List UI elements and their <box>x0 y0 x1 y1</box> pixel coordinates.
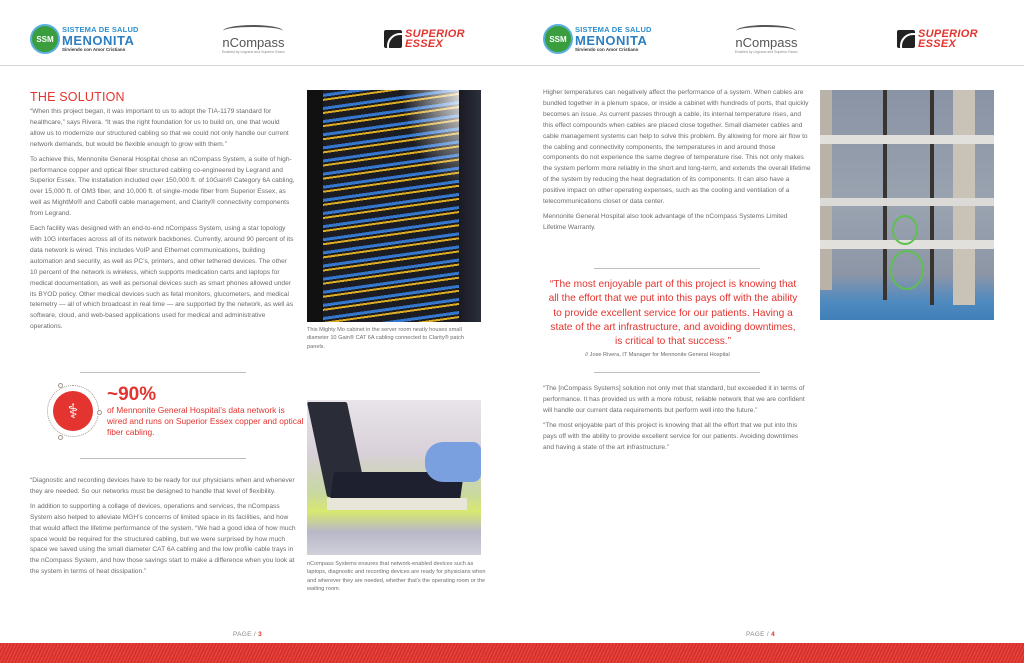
ssm-logo-line1: SISTEMA DE SALUD <box>62 25 139 34</box>
laptop-photo-caption: nCompass Systems ensures that network-enabled devices such as laptops, diagnostic and recording devices are ready for physicians when and wherever they are needed, whether that’s the operating room or the waiting room. <box>307 561 486 592</box>
ssm-logo-line2: MENONITA <box>62 32 135 48</box>
ssm-logo-tagline: Sirviendo con Amor Cristiano <box>575 46 639 52</box>
stat-ring-dot <box>97 410 102 415</box>
ncompass-logo-tagline: Enabled by Legrand and Superior Essex <box>735 50 798 54</box>
ssm-logo-tagline: Sirviendo con Amor Cristiano <box>62 46 126 52</box>
paragraph: Mennonite General Hospital also took advantage of the nCompass Systems Limited Lifetime Warranty. <box>543 212 788 231</box>
ncompass-logo-text: nCompass <box>735 35 798 50</box>
stat-value: ~90% <box>107 384 157 405</box>
paragraph: “When this project began, it was important to us to adopt the TIA-1179 standard for healthcare,” says Rivera. “It was the right foundation for us to build on, one that would allow us to modernize our structured cabling so that we could not only handle our current network demands, but would be flexible enough to grow with them.” <box>30 108 289 148</box>
ncompass-logo-text: nCompass <box>222 35 285 50</box>
divider <box>80 458 246 459</box>
page-label: PAGE / <box>233 631 256 638</box>
ncompass-logo-tagline: Enabled by Legrand and Superior Essex <box>222 50 285 54</box>
superior-essex-logo-page4 <box>897 29 978 50</box>
laptop-photo <box>307 400 481 555</box>
superior-essex-logo <box>384 29 465 50</box>
stat-ring-dot <box>58 435 63 440</box>
quote-attribution: // Jose Rivera, IT Manager for Mennonite General Hospital <box>585 352 730 358</box>
ncompass-logo <box>222 25 285 54</box>
stat-description: of Mennonite General Hospital’s data network is wired and runs on Superior Essex copper and optical fiber cabling. <box>107 405 304 437</box>
divider <box>594 268 760 269</box>
ssm-logo-mark: SSM <box>30 24 60 54</box>
page-header <box>0 0 1024 66</box>
ncompass-logo-page4 <box>735 25 798 54</box>
superior-essex-line1: SUPERIOR <box>405 28 465 40</box>
wall-cabling-photo <box>820 90 994 320</box>
divider <box>80 372 246 373</box>
paragraph: Each facility was designed with an end-to-end nCompass System, using a star topology with 10G interfaces across all of its network backbones. Currently, around 90 percent of its data network is wired. This includes VoIP and Ethernet communications, building automation and security, as well as PC’s, printers, and other tethered devices. The other 10 percent of the network is wireless, which supports medication carts and laptops for medical documentation, as well as personal devices such as smart phones allowed under its BYOD policy. Other medical devices such as fetal monitors, glucometers, and medical telemetry — all of which broadcast in real time — are supported by the network, as well as software, cloud, and web-based applications used for medical and administrative operations. <box>30 225 294 331</box>
ssm-logo-page4 <box>543 24 652 54</box>
server-cabinet-photo <box>307 90 481 322</box>
caduceus-icon: ⚕ <box>53 391 93 431</box>
ssm-logo-line1: SISTEMA DE SALUD <box>575 25 652 34</box>
page3-intro-text <box>30 107 296 337</box>
ssm-logo-line2: MENONITA <box>575 32 648 48</box>
ssm-logo <box>30 24 139 54</box>
page4-bottom-text <box>543 384 811 457</box>
paragraph: Higher temperatures can negatively affect the performance of a system. When cables are bundled together in a plenum space, or inside a cabinet with hundreds of ports, that quickly becomes an issue. As current passes through a cable, its internal temperature rises, and this effect compounds when cables are placed close together. Small diameter cables and cable management systems can help to solve this problem. By allowing for more air flow to the cabling and connectivity components, the temperatures in and around those components do not experience the same degree of temperature rise. This not only makes the system perform more reliably in the short and long-term, and extends the overall lifetime of the system by reducing the heat degradation of its components. It can also have a positive impact on other operating expenses, such as the cooling and ventilation of a telecommunications closet or data center. <box>543 89 811 206</box>
ssm-logo-mark: SSM <box>543 24 573 54</box>
page4-intro-text <box>543 88 811 238</box>
divider <box>594 372 760 373</box>
page-number: 4 <box>771 631 776 638</box>
paragraph: “Diagnostic and recording devices have to be ready for our physicians when and whenever they are needed. So our networks must be designed to handle that level of flexibility. <box>30 477 295 495</box>
paragraph: “The [nCompass Systems] solution not only met that standard, but exceeded it in terms of performance. It has provided us with a more robust, reliable network that we are confident will handle our current data requirements but perform well into the future.” <box>543 385 805 414</box>
superior-essex-line2: ESSEX <box>918 38 957 51</box>
superior-essex-mark-icon <box>384 30 402 48</box>
paragraph: To achieve this, Mennonite General Hospital chose an nCompass System, a suite of high-performance copper and optical fiber structured cabling co-engineered by Legrand and Superior Essex. The installation included over 150,000 ft. of 10Gain® Category 6A cabling, over 15,000 ft. of OM3 fiber, and 10,000 ft. of single-mode fiber from Superior Essex, as well as MightMo® and Cabofil cable management, and Clarity® connectivity components from Legrand. <box>30 155 295 218</box>
page-number-4 <box>746 631 775 638</box>
page-number-3 <box>233 631 262 638</box>
paragraph: In addition to supporting a collage of devices, operations and services, the nCompass System also helped to alleviate MGH’s concerns of limited space in its facilities, and how that would affect the lifetime performance of the system. “We had a good idea of how much space would be required for the structured cabling, but we were surprised by how much space we saved using the small diameter CAT 6A cabling and the low profile cable trays in the nCompass System, and how those savings start to make a difference when you look at the system in terms of heat dissipation.” <box>30 502 296 576</box>
stat-ring-dot <box>58 383 63 388</box>
section-title: THE SOLUTION <box>30 90 125 104</box>
server-photo-caption: This Mighty Mo cabinet in the server room neatly houses small diameter 10 Gain® CAT 6A cabling connected to Clarity® patch panels. <box>307 327 464 350</box>
page3-bottom-text <box>30 476 296 582</box>
page-label: PAGE / <box>746 631 769 638</box>
footer-stripe-band <box>0 643 1024 663</box>
superior-essex-line1: SUPERIOR <box>918 28 978 40</box>
pull-quote: “The most enjoyable part of this project is knowing that all the effort that we put into this pays off with the ability to provide excellent service for our patients. Having a state of the art infrastructure, and avoiding downtimes, is critical to that success.” <box>548 279 798 348</box>
superior-essex-mark-icon <box>897 30 915 48</box>
paragraph: “The most enjoyable part of this project is knowing that all the effort that we put into this pays off with the ability to provide excellent service for our patients. Avoiding downtimes and having a state of the art infrastructure.” <box>543 421 799 451</box>
page-number: 3 <box>258 631 263 638</box>
superior-essex-line2: ESSEX <box>405 38 444 51</box>
